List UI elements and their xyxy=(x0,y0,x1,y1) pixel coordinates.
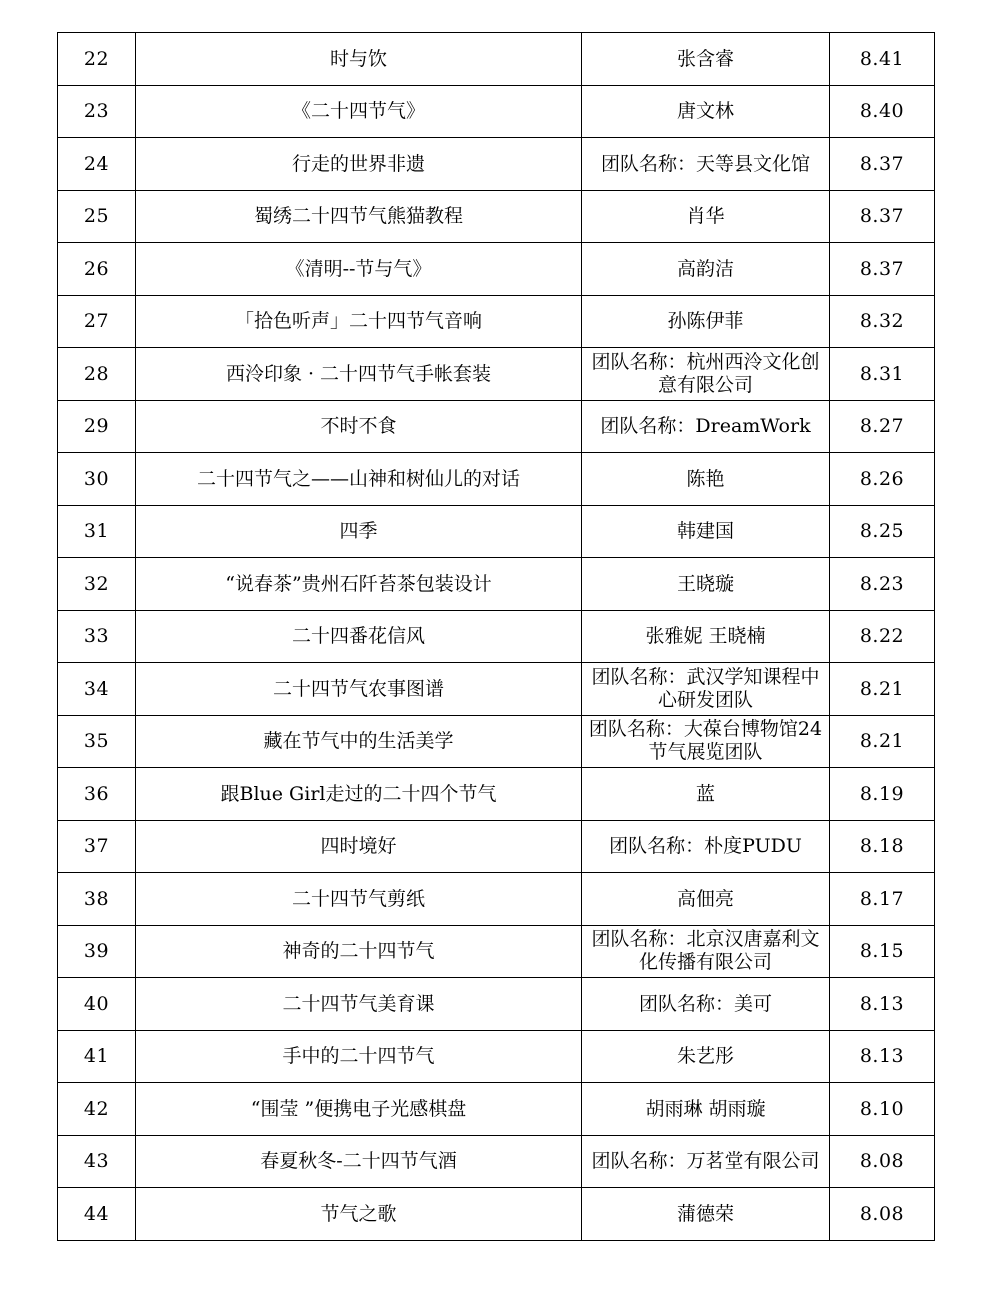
work-title-cell: 藏在节气中的生活美学 xyxy=(136,715,582,768)
score-cell: 8.32 xyxy=(830,295,935,348)
table-row xyxy=(58,400,935,453)
work-title-cell: “围莹 ”便携电子光感棋盘 xyxy=(136,1083,582,1136)
table-row xyxy=(58,1083,935,1136)
row-number-cell: 31 xyxy=(58,505,136,558)
work-title-cell: 不时不食 xyxy=(136,400,582,453)
work-title-cell: 西泠印象 · 二十四节气手帐套装 xyxy=(136,348,582,401)
author-cell: 团队名称：美可 xyxy=(582,978,830,1031)
score-cell: 8.37 xyxy=(830,190,935,243)
author-cell: 张雅妮 王晓楠 xyxy=(582,610,830,663)
row-number-cell: 38 xyxy=(58,873,136,926)
author-cell: 团队名称：大葆台博物馆24节气展览团队 xyxy=(582,715,830,768)
row-number-cell: 24 xyxy=(58,138,136,191)
author-cell: 团队名称：杭州西泠文化创意有限公司 xyxy=(582,348,830,401)
table-row xyxy=(58,85,935,138)
work-title-cell: 四时境好 xyxy=(136,820,582,873)
table-row xyxy=(58,348,935,401)
row-number-cell: 35 xyxy=(58,715,136,768)
row-number-cell: 40 xyxy=(58,978,136,1031)
row-number-cell: 32 xyxy=(58,558,136,611)
score-cell: 8.15 xyxy=(830,925,935,978)
score-cell: 8.25 xyxy=(830,505,935,558)
score-cell: 8.21 xyxy=(830,663,935,716)
work-title-cell: 「拾色听声」二十四节气音响 xyxy=(136,295,582,348)
row-number-cell: 39 xyxy=(58,925,136,978)
table-row xyxy=(58,558,935,611)
work-title-cell: 二十四节气剪纸 xyxy=(136,873,582,926)
author-cell: 张含睿 xyxy=(582,33,830,86)
table-row xyxy=(58,1188,935,1241)
row-number-cell: 37 xyxy=(58,820,136,873)
score-cell: 8.40 xyxy=(830,85,935,138)
row-number-cell: 22 xyxy=(58,33,136,86)
row-number-cell: 43 xyxy=(58,1135,136,1188)
work-title-cell: 跟Blue Girl走过的二十四个节气 xyxy=(136,768,582,821)
author-cell: 高佃亮 xyxy=(582,873,830,926)
author-cell: 肖华 xyxy=(582,190,830,243)
table-row xyxy=(58,610,935,663)
table-row xyxy=(58,138,935,191)
work-title-cell: 四季 xyxy=(136,505,582,558)
work-title-cell: 蜀绣二十四节气熊猫教程 xyxy=(136,190,582,243)
table-row xyxy=(58,1030,935,1083)
author-cell: 团队名称：朴度PUDU xyxy=(582,820,830,873)
row-number-cell: 26 xyxy=(58,243,136,296)
row-number-cell: 28 xyxy=(58,348,136,401)
score-cell: 8.37 xyxy=(830,243,935,296)
author-cell: 唐文林 xyxy=(582,85,830,138)
work-title-cell: 行走的世界非遗 xyxy=(136,138,582,191)
table-row xyxy=(58,453,935,506)
score-cell: 8.13 xyxy=(830,978,935,1031)
work-title-cell: “说春茶”贵州石阡苔茶包装设计 xyxy=(136,558,582,611)
work-title-cell: 《二十四节气》 xyxy=(136,85,582,138)
score-cell: 8.27 xyxy=(830,400,935,453)
table-row xyxy=(58,820,935,873)
row-number-cell: 25 xyxy=(58,190,136,243)
work-title-cell: 春夏秋冬-二十四节气酒 xyxy=(136,1135,582,1188)
row-number-cell: 34 xyxy=(58,663,136,716)
row-number-cell: 27 xyxy=(58,295,136,348)
score-cell: 8.17 xyxy=(830,873,935,926)
author-cell: 孙陈伊菲 xyxy=(582,295,830,348)
work-title-cell: 二十四节气之——山神和树仙儿的对话 xyxy=(136,453,582,506)
work-title-cell: 二十四节气美育课 xyxy=(136,978,582,1031)
score-cell: 8.19 xyxy=(830,768,935,821)
table-row xyxy=(58,1135,935,1188)
table-row xyxy=(58,190,935,243)
score-cell: 8.10 xyxy=(830,1083,935,1136)
score-cell: 8.26 xyxy=(830,453,935,506)
work-title-cell: 《清明--节与气》 xyxy=(136,243,582,296)
author-cell: 团队名称：万茗堂有限公司 xyxy=(582,1135,830,1188)
row-number-cell: 41 xyxy=(58,1030,136,1083)
results-table-body xyxy=(58,33,935,1241)
score-cell: 8.13 xyxy=(830,1030,935,1083)
score-cell: 8.22 xyxy=(830,610,935,663)
author-cell: 团队名称：DreamWork xyxy=(582,400,830,453)
table-row xyxy=(58,295,935,348)
author-cell: 团队名称：武汉学知课程中心研发团队 xyxy=(582,663,830,716)
author-cell: 朱艺彤 xyxy=(582,1030,830,1083)
score-cell: 8.18 xyxy=(830,820,935,873)
results-table xyxy=(57,32,935,1241)
author-cell: 团队名称：北京汉唐嘉利文化传播有限公司 xyxy=(582,925,830,978)
score-cell: 8.31 xyxy=(830,348,935,401)
work-title-cell: 二十四番花信风 xyxy=(136,610,582,663)
row-number-cell: 42 xyxy=(58,1083,136,1136)
table-row xyxy=(58,925,935,978)
score-cell: 8.08 xyxy=(830,1135,935,1188)
table-row xyxy=(58,505,935,558)
author-cell: 蓝 xyxy=(582,768,830,821)
table-row xyxy=(58,663,935,716)
work-title-cell: 节气之歌 xyxy=(136,1188,582,1241)
author-cell: 王晓璇 xyxy=(582,558,830,611)
score-cell: 8.23 xyxy=(830,558,935,611)
row-number-cell: 33 xyxy=(58,610,136,663)
score-cell: 8.37 xyxy=(830,138,935,191)
table-row xyxy=(58,978,935,1031)
row-number-cell: 36 xyxy=(58,768,136,821)
score-cell: 8.08 xyxy=(830,1188,935,1241)
work-title-cell: 手中的二十四节气 xyxy=(136,1030,582,1083)
row-number-cell: 30 xyxy=(58,453,136,506)
score-cell: 8.21 xyxy=(830,715,935,768)
author-cell: 韩建国 xyxy=(582,505,830,558)
work-title-cell: 时与饮 xyxy=(136,33,582,86)
author-cell: 团队名称：天等县文化馆 xyxy=(582,138,830,191)
author-cell: 蒲德荣 xyxy=(582,1188,830,1241)
table-row xyxy=(58,243,935,296)
score-cell: 8.41 xyxy=(830,33,935,86)
table-row xyxy=(58,768,935,821)
row-number-cell: 23 xyxy=(58,85,136,138)
work-title-cell: 神奇的二十四节气 xyxy=(136,925,582,978)
author-cell: 高韵洁 xyxy=(582,243,830,296)
author-cell: 陈艳 xyxy=(582,453,830,506)
row-number-cell: 44 xyxy=(58,1188,136,1241)
table-row xyxy=(58,873,935,926)
row-number-cell: 29 xyxy=(58,400,136,453)
work-title-cell: 二十四节气农事图谱 xyxy=(136,663,582,716)
table-row xyxy=(58,715,935,768)
author-cell: 胡雨琳 胡雨璇 xyxy=(582,1083,830,1136)
table-row xyxy=(58,33,935,86)
